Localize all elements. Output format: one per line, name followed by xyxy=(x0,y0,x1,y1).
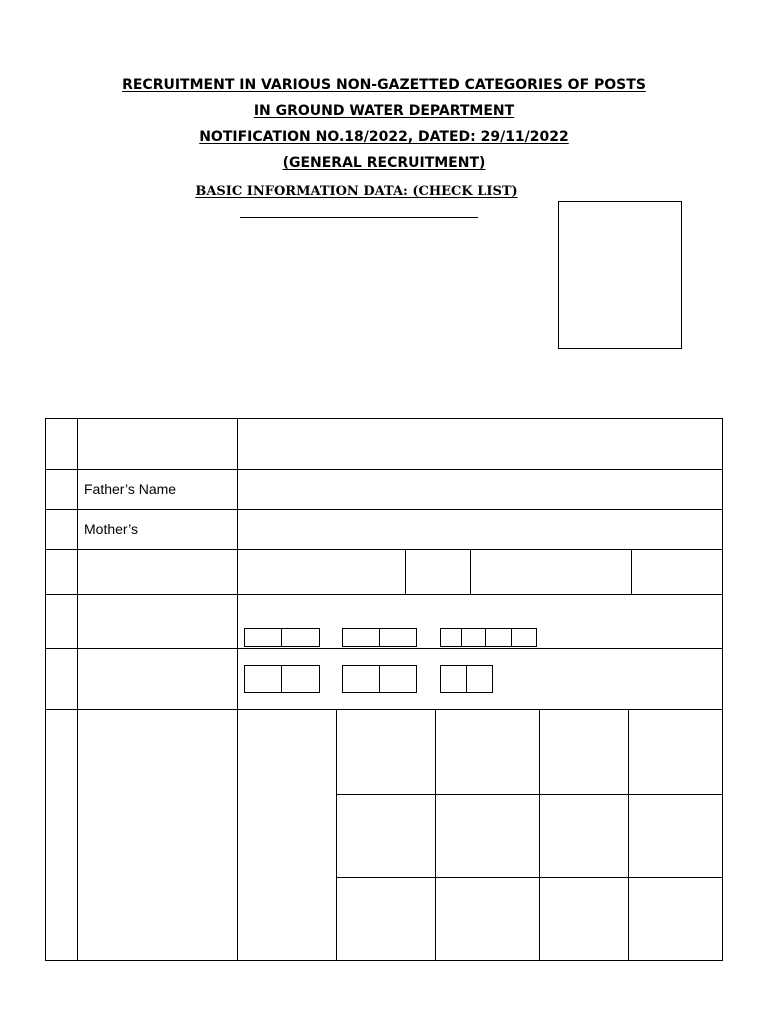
row7-col-divider xyxy=(336,709,337,961)
title-line-3: NOTIFICATION NO.18/2022, DATED: 29/11/2022 xyxy=(199,129,569,145)
row7-row-divider xyxy=(336,794,723,795)
signature-line xyxy=(240,217,478,218)
row7-col-divider xyxy=(539,709,540,961)
digit-box[interactable] xyxy=(244,665,282,693)
table-row-divider xyxy=(45,549,723,550)
table-col-serial-divider xyxy=(77,418,78,961)
digit-box[interactable] xyxy=(485,628,512,647)
table-row-divider xyxy=(45,709,723,710)
table-row-divider xyxy=(45,594,723,595)
row7-col-divider xyxy=(435,709,436,961)
digit-box[interactable] xyxy=(244,628,282,647)
digit-box[interactable] xyxy=(342,665,380,693)
digit-box[interactable] xyxy=(281,628,320,647)
title-line-1: RECRUITMENT IN VARIOUS NON-GAZETTED CATEGORIES OF POSTS xyxy=(122,77,646,93)
table-row-divider xyxy=(45,469,723,470)
row7-row-divider xyxy=(336,877,723,878)
digit-box[interactable] xyxy=(440,628,462,647)
digit-box[interactable] xyxy=(379,628,417,647)
table-row-divider xyxy=(45,648,723,649)
digit-box[interactable] xyxy=(466,665,493,693)
digit-box[interactable] xyxy=(440,665,467,693)
row4-col-divider xyxy=(470,549,471,594)
fathers-name-label: Father’s Name xyxy=(84,481,177,497)
row4-col-divider xyxy=(631,549,632,594)
photo-box xyxy=(558,201,682,349)
digit-box[interactable] xyxy=(511,628,537,647)
digit-box[interactable] xyxy=(379,665,417,693)
table-row-divider xyxy=(45,509,723,510)
title-line-2: IN GROUND WATER DEPARTMENT xyxy=(253,103,515,119)
checklist-subtitle: BASIC INFORMATION DATA: (CHECK LIST) xyxy=(195,184,518,199)
digit-box[interactable] xyxy=(461,628,486,647)
title-line-4: (GENERAL RECRUITMENT) xyxy=(282,155,486,171)
digit-box[interactable] xyxy=(281,665,320,693)
digit-box[interactable] xyxy=(342,628,380,647)
row4-col-divider xyxy=(405,549,406,594)
mothers-name-label: Mother’s xyxy=(84,521,138,537)
row7-col-divider xyxy=(628,709,629,961)
table-col-label-divider xyxy=(237,418,238,961)
